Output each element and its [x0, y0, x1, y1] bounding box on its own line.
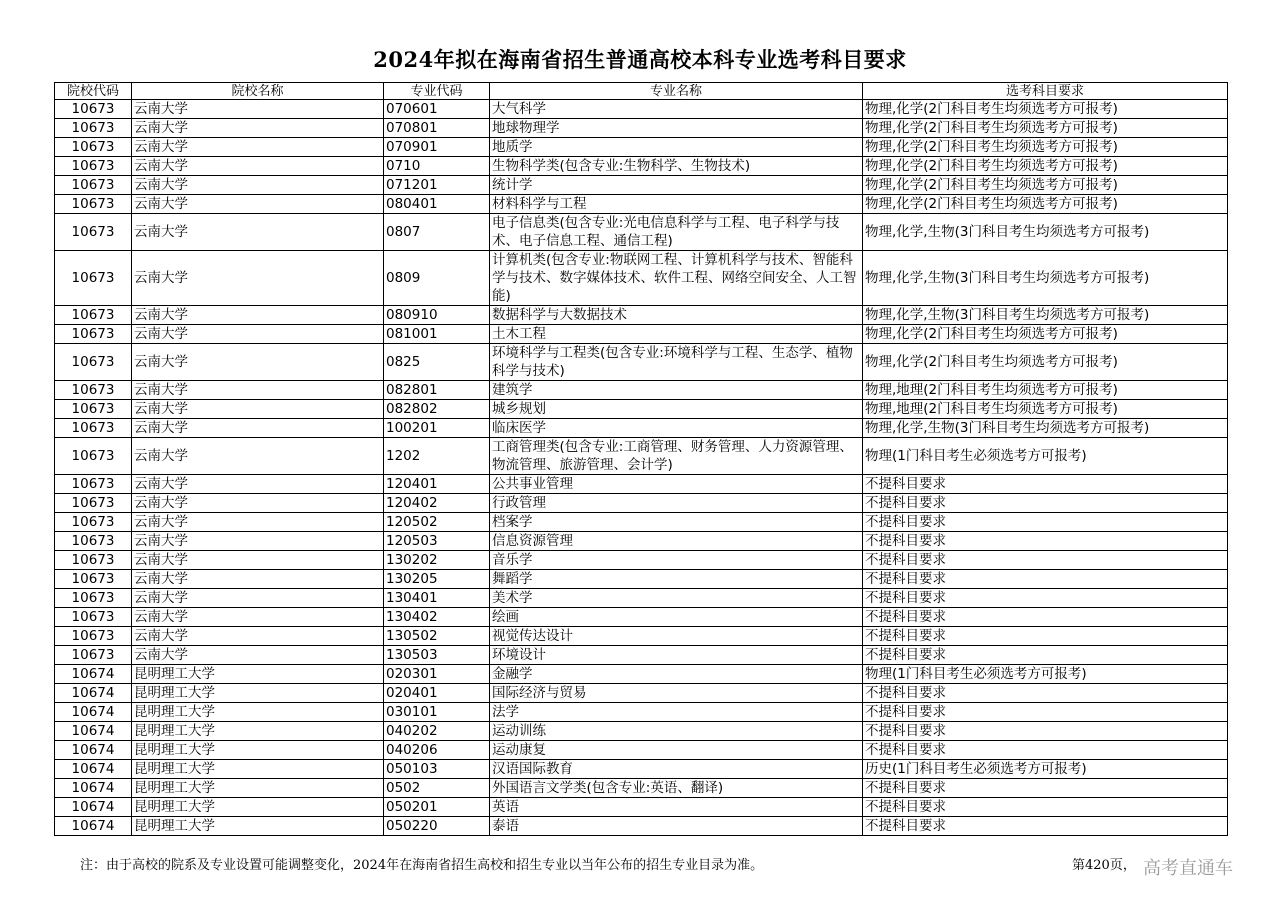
major-name-cell: 数据科学与大数据技术 [490, 306, 863, 325]
table-row [55, 513, 1228, 532]
school-code-cell: 10673 [55, 570, 132, 589]
major-name-cell: 视觉传达设计 [490, 627, 863, 646]
table-row [55, 325, 1228, 344]
school-name-cell: 云南大学 [132, 627, 384, 646]
major-name-cell: 大气科学 [490, 100, 863, 119]
school-code-cell: 10673 [55, 381, 132, 400]
major-name-cell: 运动训练 [490, 722, 863, 741]
school-code-cell: 10673 [55, 157, 132, 176]
requirement-cell: 不提科目要求 [863, 513, 1228, 532]
requirement-cell: 物理,化学,生物(3门科目考生均须选考方可报考) [863, 419, 1228, 438]
school-name-cell: 云南大学 [132, 570, 384, 589]
school-code-cell: 10674 [55, 741, 132, 760]
school-code-cell: 10674 [55, 798, 132, 817]
school-code-cell: 10673 [55, 119, 132, 138]
major-code-cell: 082802 [384, 400, 490, 419]
requirement-cell: 不提科目要求 [863, 741, 1228, 760]
school-name-cell: 昆明理工大学 [132, 684, 384, 703]
major-name-cell: 工商管理类(包含专业:工商管理、财务管理、人力资源管理、物流管理、旅游管理、会计学) [490, 438, 863, 475]
major-name-cell: 金融学 [490, 665, 863, 684]
school-code-cell: 10674 [55, 703, 132, 722]
major-code-cell: 080910 [384, 306, 490, 325]
major-code-cell: 020401 [384, 684, 490, 703]
school-code-cell: 10673 [55, 176, 132, 195]
major-name-cell: 音乐学 [490, 551, 863, 570]
school-code-cell: 10673 [55, 100, 132, 119]
major-name-cell: 环境科学与工程类(包含专业:环境科学与工程、生态学、植物科学与技术) [490, 344, 863, 381]
header-requirement: 选考科目要求 [863, 83, 1228, 100]
table-row [55, 570, 1228, 589]
major-code-cell: 0825 [384, 344, 490, 381]
requirement-cell: 物理,化学,生物(3门科目考生均须选考方可报考) [863, 214, 1228, 251]
major-name-cell: 美术学 [490, 589, 863, 608]
school-name-cell: 云南大学 [132, 100, 384, 119]
table-row [55, 195, 1228, 214]
requirements-table [54, 82, 1228, 836]
major-code-cell: 081001 [384, 325, 490, 344]
table-body [55, 100, 1228, 836]
table-row [55, 214, 1228, 251]
major-code-cell: 100201 [384, 419, 490, 438]
table-row [55, 119, 1228, 138]
school-code-cell: 10674 [55, 760, 132, 779]
table-row [55, 684, 1228, 703]
major-code-cell: 130205 [384, 570, 490, 589]
school-name-cell: 云南大学 [132, 608, 384, 627]
school-name-cell: 昆明理工大学 [132, 798, 384, 817]
major-code-cell: 130503 [384, 646, 490, 665]
school-name-cell: 云南大学 [132, 551, 384, 570]
requirement-cell: 不提科目要求 [863, 589, 1228, 608]
school-name-cell: 昆明理工大学 [132, 779, 384, 798]
major-code-cell: 0502 [384, 779, 490, 798]
page-number: 第420页， [1072, 858, 1136, 873]
requirement-cell: 不提科目要求 [863, 532, 1228, 551]
table-row [55, 798, 1228, 817]
school-code-cell: 10673 [55, 306, 132, 325]
school-name-cell: 云南大学 [132, 419, 384, 438]
school-name-cell: 云南大学 [132, 494, 384, 513]
major-name-cell: 运动康复 [490, 741, 863, 760]
table-row [55, 138, 1228, 157]
major-code-cell: 120401 [384, 475, 490, 494]
major-code-cell: 130202 [384, 551, 490, 570]
requirement-cell: 历史(1门科目考生必须选考方可报考) [863, 760, 1228, 779]
table-row [55, 251, 1228, 306]
major-name-cell: 绘画 [490, 608, 863, 627]
school-code-cell: 10673 [55, 608, 132, 627]
major-code-cell: 050201 [384, 798, 490, 817]
school-code-cell: 10673 [55, 344, 132, 381]
school-code-cell: 10673 [55, 494, 132, 513]
requirement-cell: 物理,化学,生物(3门科目考生均须选考方可报考) [863, 251, 1228, 306]
major-name-cell: 土木工程 [490, 325, 863, 344]
table-row [55, 344, 1228, 381]
table-row [55, 627, 1228, 646]
school-name-cell: 云南大学 [132, 438, 384, 475]
school-name-cell: 昆明理工大学 [132, 722, 384, 741]
major-code-cell: 040206 [384, 741, 490, 760]
major-code-cell: 130401 [384, 589, 490, 608]
requirement-cell: 不提科目要求 [863, 722, 1228, 741]
school-code-cell: 10673 [55, 646, 132, 665]
school-name-cell: 云南大学 [132, 589, 384, 608]
school-code-cell: 10673 [55, 513, 132, 532]
requirement-cell: 不提科目要求 [863, 494, 1228, 513]
school-name-cell: 云南大学 [132, 251, 384, 306]
major-code-cell: 120503 [384, 532, 490, 551]
table-row [55, 438, 1228, 475]
header-major-code: 专业代码 [384, 83, 490, 100]
school-name-cell: 云南大学 [132, 119, 384, 138]
major-code-cell: 120402 [384, 494, 490, 513]
table-row [55, 306, 1228, 325]
major-name-cell: 公共事业管理 [490, 475, 863, 494]
major-code-cell: 0710 [384, 157, 490, 176]
header-major-name: 专业名称 [490, 83, 863, 100]
requirement-cell: 不提科目要求 [863, 570, 1228, 589]
table-row [55, 551, 1228, 570]
school-code-cell: 10673 [55, 589, 132, 608]
school-code-cell: 10673 [55, 251, 132, 306]
major-code-cell: 082801 [384, 381, 490, 400]
table-row [55, 176, 1228, 195]
requirement-cell: 物理,化学(2门科目考生均须选考方可报考) [863, 325, 1228, 344]
table-row [55, 381, 1228, 400]
school-name-cell: 云南大学 [132, 532, 384, 551]
school-name-cell: 昆明理工大学 [132, 665, 384, 684]
requirement-cell: 不提科目要求 [863, 627, 1228, 646]
requirement-cell: 物理(1门科目考生必须选考方可报考) [863, 438, 1228, 475]
major-code-cell: 040202 [384, 722, 490, 741]
school-name-cell: 云南大学 [132, 195, 384, 214]
major-name-cell: 建筑学 [490, 381, 863, 400]
table-row [55, 608, 1228, 627]
major-name-cell: 国际经济与贸易 [490, 684, 863, 703]
table-row [55, 494, 1228, 513]
major-code-cell: 130502 [384, 627, 490, 646]
school-name-cell: 云南大学 [132, 176, 384, 195]
header-school-name: 院校名称 [132, 83, 384, 100]
major-name-cell: 英语 [490, 798, 863, 817]
requirement-cell: 不提科目要求 [863, 475, 1228, 494]
major-name-cell: 舞蹈学 [490, 570, 863, 589]
requirement-cell: 物理,化学(2门科目考生均须选考方可报考) [863, 344, 1228, 381]
school-name-cell: 云南大学 [132, 157, 384, 176]
school-code-cell: 10673 [55, 419, 132, 438]
school-name-cell: 昆明理工大学 [132, 817, 384, 836]
table-row [55, 400, 1228, 419]
school-name-cell: 云南大学 [132, 475, 384, 494]
major-name-cell: 临床医学 [490, 419, 863, 438]
watermark: 高考直通车 [1143, 858, 1233, 879]
requirement-cell: 不提科目要求 [863, 551, 1228, 570]
school-code-cell: 10673 [55, 400, 132, 419]
school-name-cell: 云南大学 [132, 325, 384, 344]
major-name-cell: 法学 [490, 703, 863, 722]
school-name-cell: 昆明理工大学 [132, 760, 384, 779]
requirement-cell: 物理,化学,生物(3门科目考生均须选考方可报考) [863, 306, 1228, 325]
major-code-cell: 070901 [384, 138, 490, 157]
requirement-cell: 不提科目要求 [863, 646, 1228, 665]
school-name-cell: 昆明理工大学 [132, 703, 384, 722]
major-name-cell: 外国语言文学类(包含专业:英语、翻译) [490, 779, 863, 798]
school-name-cell: 云南大学 [132, 214, 384, 251]
school-code-cell: 10674 [55, 722, 132, 741]
requirement-cell: 物理,地理(2门科目考生均须选考方可报考) [863, 381, 1228, 400]
major-code-cell: 050220 [384, 817, 490, 836]
major-name-cell: 统计学 [490, 176, 863, 195]
major-name-cell: 汉语国际教育 [490, 760, 863, 779]
school-code-cell: 10673 [55, 551, 132, 570]
major-code-cell: 1202 [384, 438, 490, 475]
major-name-cell: 档案学 [490, 513, 863, 532]
school-code-cell: 10673 [55, 627, 132, 646]
school-name-cell: 昆明理工大学 [132, 741, 384, 760]
major-code-cell: 030101 [384, 703, 490, 722]
school-name-cell: 云南大学 [132, 306, 384, 325]
requirement-cell: 不提科目要求 [863, 684, 1228, 703]
major-code-cell: 070601 [384, 100, 490, 119]
requirement-cell: 物理,化学(2门科目考生均须选考方可报考) [863, 176, 1228, 195]
table-row [55, 475, 1228, 494]
table-row [55, 646, 1228, 665]
requirement-cell: 不提科目要求 [863, 779, 1228, 798]
school-code-cell: 10673 [55, 475, 132, 494]
requirement-cell: 物理,化学(2门科目考生均须选考方可报考) [863, 100, 1228, 119]
requirement-cell: 物理,化学(2门科目考生均须选考方可报考) [863, 119, 1228, 138]
requirement-cell: 物理,化学(2门科目考生均须选考方可报考) [863, 157, 1228, 176]
school-name-cell: 云南大学 [132, 513, 384, 532]
major-name-cell: 地质学 [490, 138, 863, 157]
major-code-cell: 071201 [384, 176, 490, 195]
major-code-cell: 080401 [384, 195, 490, 214]
table-row [55, 157, 1228, 176]
school-name-cell: 云南大学 [132, 400, 384, 419]
school-name-cell: 云南大学 [132, 381, 384, 400]
requirement-cell: 物理,化学(2门科目考生均须选考方可报考) [863, 195, 1228, 214]
table-row [55, 817, 1228, 836]
major-name-cell: 泰语 [490, 817, 863, 836]
table-row [55, 760, 1228, 779]
requirement-cell: 不提科目要求 [863, 703, 1228, 722]
major-name-cell: 材料科学与工程 [490, 195, 863, 214]
table-row [55, 779, 1228, 798]
school-code-cell: 10674 [55, 684, 132, 703]
major-code-cell: 120502 [384, 513, 490, 532]
school-code-cell: 10673 [55, 438, 132, 475]
major-name-cell: 地球物理学 [490, 119, 863, 138]
table-row [55, 532, 1228, 551]
school-name-cell: 云南大学 [132, 646, 384, 665]
major-code-cell: 130402 [384, 608, 490, 627]
major-name-cell: 信息资源管理 [490, 532, 863, 551]
school-code-cell: 10673 [55, 325, 132, 344]
school-code-cell: 10673 [55, 195, 132, 214]
footer-note: 注：由于高校的院系及专业设置可能调整变化，2024年在海南省招生高校和招生专业以当年公布的招生专业目录为准。 [80, 858, 764, 873]
header-school-code: 院校代码 [55, 83, 132, 100]
page-title: 2024年拟在海南省招生普通高校本科专业选考科目要求 [373, 47, 907, 72]
major-code-cell: 0809 [384, 251, 490, 306]
major-name-cell: 计算机类(包含专业:物联网工程、计算机科学与技术、智能科学与技术、数字媒体技术、软件工程、网络空间安全、人工智能) [490, 251, 863, 306]
school-code-cell: 10674 [55, 665, 132, 684]
requirement-cell: 不提科目要求 [863, 798, 1228, 817]
major-code-cell: 020301 [384, 665, 490, 684]
major-name-cell: 生物科学类(包含专业:生物科学、生物技术) [490, 157, 863, 176]
table-header [55, 83, 1228, 100]
major-name-cell: 环境设计 [490, 646, 863, 665]
table-row [55, 665, 1228, 684]
requirement-cell: 物理(1门科目考生必须选考方可报考) [863, 665, 1228, 684]
school-name-cell: 云南大学 [132, 344, 384, 381]
header-row [55, 83, 1228, 100]
table-row [55, 741, 1228, 760]
school-code-cell: 10674 [55, 817, 132, 836]
requirement-cell: 不提科目要求 [863, 817, 1228, 836]
major-code-cell: 070801 [384, 119, 490, 138]
major-code-cell: 0807 [384, 214, 490, 251]
table-row [55, 419, 1228, 438]
major-name-cell: 电子信息类(包含专业:光电信息科学与工程、电子科学与技术、电子信息工程、通信工程) [490, 214, 863, 251]
school-code-cell: 10673 [55, 214, 132, 251]
school-name-cell: 云南大学 [132, 138, 384, 157]
table-row [55, 100, 1228, 119]
table-row [55, 722, 1228, 741]
requirement-cell: 物理,地理(2门科目考生均须选考方可报考) [863, 400, 1228, 419]
table-row [55, 703, 1228, 722]
requirement-cell: 物理,化学(2门科目考生均须选考方可报考) [863, 138, 1228, 157]
school-code-cell: 10673 [55, 532, 132, 551]
major-code-cell: 050103 [384, 760, 490, 779]
school-code-cell: 10674 [55, 779, 132, 798]
requirement-cell: 不提科目要求 [863, 608, 1228, 627]
major-name-cell: 城乡规划 [490, 400, 863, 419]
table-row [55, 589, 1228, 608]
major-name-cell: 行政管理 [490, 494, 863, 513]
school-code-cell: 10673 [55, 138, 132, 157]
